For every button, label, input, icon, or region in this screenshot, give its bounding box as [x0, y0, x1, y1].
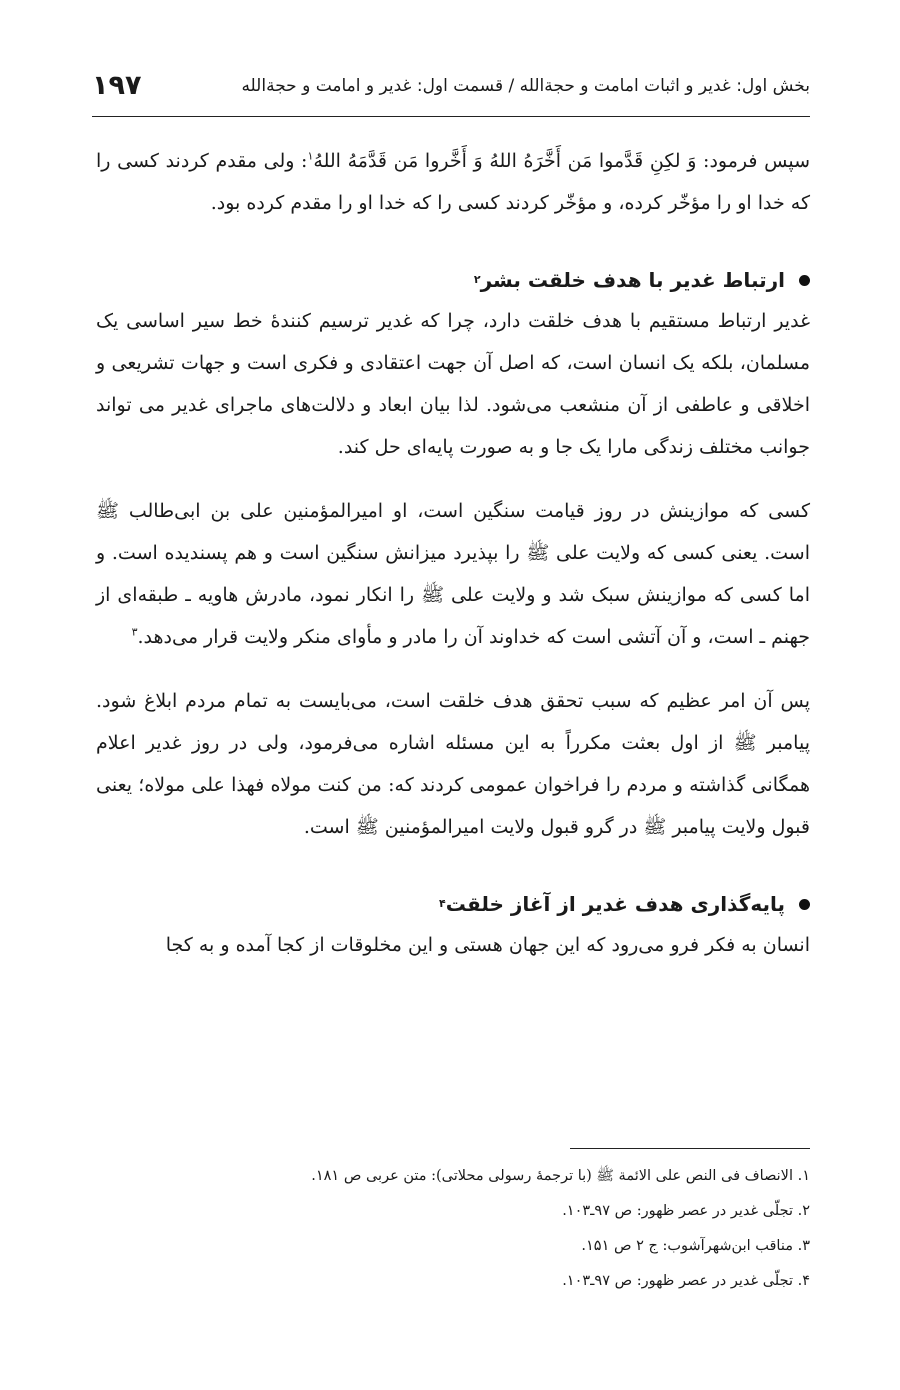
paragraph-4: پس آن امر عظیم که سبب تحقق هدف خلقت است، می‌بایست به تمام مردم ابلاغ شود. پیامبر ﷺ از اول بعثت مکرراً به این مسئله اشاره می‌فرمود، ولی در روز غدیر اعلام همگانی گذاشته و مردم را فراخوان عمومی کردند که: من کنت مولاه فهذا علی مولاه؛ یعنی قبول ولایت پیامبر ﷺ در گرو قبول ولایت امیرالمؤمنین ﷺ است.	[96, 690, 810, 838]
main-text	[96, 140, 810, 966]
footnotes	[96, 1148, 810, 1299]
paragraph-3-text: کسی که موازینش در روز قیامت سنگین است، او امیرالمؤمنین علی بن ابی‌طالب ﷺ است. یعنی کسی که ولایت علی ﷺ را بپذیرد میزانش سنگین است و هم پسندیده است. و اما کسی که موازینش سبک شد و ولایت علی ﷺ را انکار نمود، مادرش هاویه ـ طبقه‌ای از جهنم ـ است، و آن آتشی است که خداوند آن را مادر و مأوای منکر ولایت قرار می‌دهد.	[96, 500, 810, 648]
section-title-2: پایه‌گذاری هدف غدیر از آغاز خلقت	[445, 892, 785, 916]
footnote-item: ۱. الانصاف فی النص علی الائمة ﷺ (با ترجمهٔ رسولی محلاتی): متن عربی ص ۱۸۱.	[311, 1168, 810, 1184]
paragraph-3	[96, 490, 810, 658]
page-number: ۱۹۷	[92, 70, 142, 101]
bullet-icon	[799, 899, 810, 910]
section-heading-2: پایه‌گذاری هدف غدیر از آغاز خلقت ۴	[96, 884, 810, 924]
arabic-quote: سپس فرمود: وَ لکِنِ قَدَّموا مَن أَخَّرَهُ اللهُ وَ أَخَّروا مَن قَدَّمَهُ اللهُ	[313, 150, 810, 172]
footnote-item: ۴. تجلّی غدیر در عصر ظهور: ص ۹۷ـ۱۰۳.	[562, 1273, 810, 1289]
paragraph-5: انسان به فکر فرو می‌رود که این جهان هستی و این مخلوقات از کجا آمده و به کجا	[165, 934, 810, 956]
footnote-item: ۳. مناقب ابن‌شهرآشوب: ج ۲ ص ۱۵۱.	[581, 1238, 810, 1254]
page-header	[92, 68, 810, 117]
footnote-ref-1[interactable]: ۱	[307, 149, 314, 163]
paragraph-1	[96, 140, 810, 224]
bullet-icon	[799, 275, 810, 286]
paragraph-1-cont: : ولی مقدم کردند کسی را که خدا او را مؤخّر کرده، و مؤخّر کردند کسی را که خدا او را مقدم کرده بود.	[96, 150, 810, 214]
footnote-divider	[570, 1148, 810, 1149]
section-title-1: ارتباط غدیر با هدف خلقت بشر	[480, 268, 785, 292]
footnote-item: ۲. تجلّی غدیر در عصر ظهور: ص ۹۷ـ۱۰۳.	[562, 1203, 810, 1219]
paragraph-2: غدیر ارتباط مستقیم با هدف خلقت دارد، چرا که غدیر ترسیم کنندهٔ خط سیر اساسی یک مسلمان، بلکه یک انسان است، که اصل آن جهت اعتقادی و فکری است و جهات تشریعی و اخلاقی و عاطفی از آن منشعب می‌شود. لذا بیان ابعاد و دلالت‌های ماجرای غدیر می تواند جوانب مختلف زندگی مارا یک جا و به صورت پایه‌ای حل کند.	[96, 310, 810, 458]
section-heading-1: ارتباط غدیر با هدف خلقت بشر ۲	[96, 260, 810, 300]
footnote-ref-3[interactable]: ۳	[131, 625, 138, 639]
running-title: بخش اول: غدیر و اثبات امامت و حجةالله / قسمت اول: غدیر و امامت و حجةالله	[241, 76, 810, 96]
